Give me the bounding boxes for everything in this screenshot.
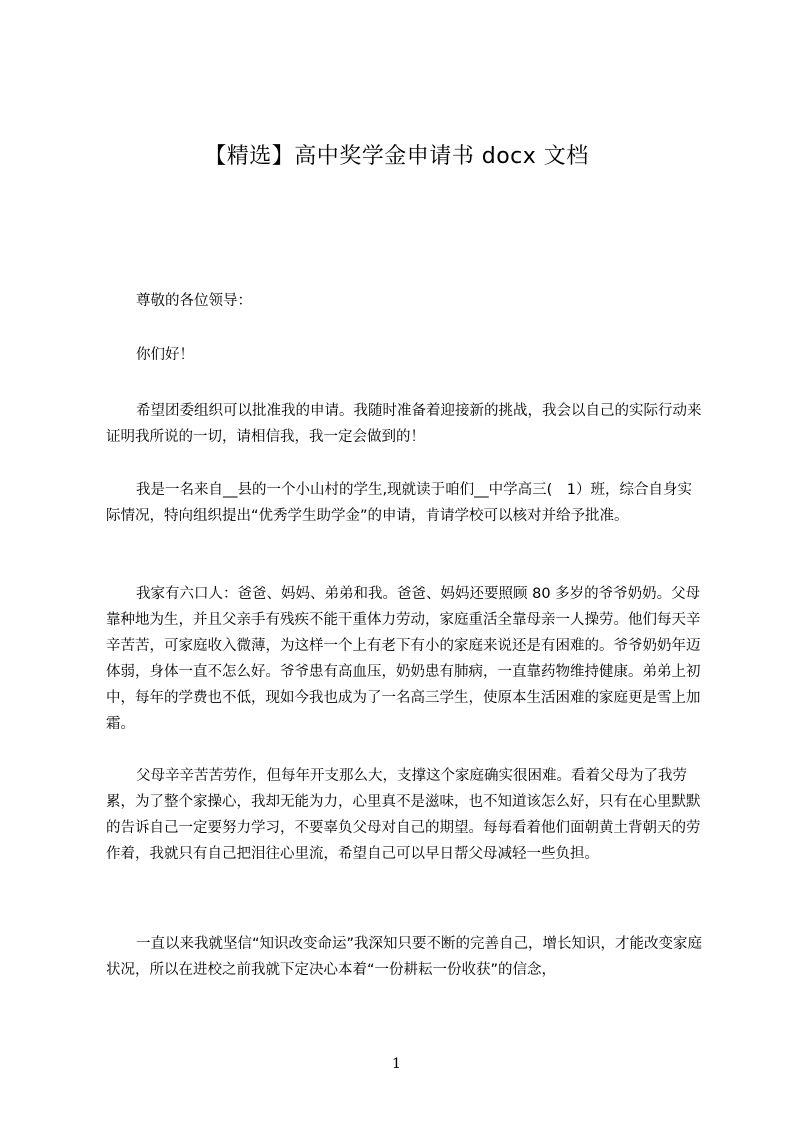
body-paragraph-1 <box>106 398 706 450</box>
paragraph-text: 我家有六口人：爸爸、妈妈、弟弟和我。爸爸、妈妈还要照顾 80 多岁的爷爷奶奶。父母靠种地为生，并且父亲手有残疾不能干重体力劳动，家庭重活全靠母亲一人操劳。他们每天辛辛苦苦，可家庭收入微薄，为这样一个上有老下有小的家庭来说还是有困难的。爷爷奶奶年迈体弱，身体一直不怎么好。爷爷患有高血压，奶奶患有肺病，一直靠药物维持健康。弟弟上初中，每年的学费也不低，现如今我也成为了一名高三学生，使原本生活困难的家庭更是雪上加霜。 <box>106 586 701 732</box>
greeting-text: 你们好！ <box>136 347 194 363</box>
body-paragraph-2 <box>106 477 706 529</box>
body-paragraph-5 <box>106 931 706 983</box>
salutation-text: 尊敬的各位领导： <box>136 293 252 309</box>
document-title: 【精选】高中奖学金申请书 docx 文档 <box>204 144 589 169</box>
body-paragraph-3 <box>106 581 706 737</box>
paragraph-text: 一直以来我就坚信“知识改变命运”我深知只要不断的完善自己，增长知识，才能改变家庭状况，所以在进校之前我就下定决心本着“一份耕耘一份收获”的信念， <box>106 936 703 978</box>
body-paragraph-4 <box>106 763 706 867</box>
salutation-paragraph <box>106 288 706 314</box>
paragraph-text: 我是一名来自__县的一个小山村的学生,现就读于咱们__中学高三( 1）班，综合自身实际情况，特向组织提出“优秀学生助学金”的申请，肯请学校可以核对并给予批准。 <box>106 482 692 524</box>
greeting-paragraph <box>106 342 706 368</box>
paragraph-text: 希望团委组织可以批准我的申请。我随时准备着迎接新的挑战，我会以自己的实际行动来证明我所说的一切，请相信我，我一定会做到的！ <box>106 403 702 445</box>
paragraph-text: 父母辛辛苦苦劳作，但每年开支那么大，支撑这个家庭确实很困难。看着父母为了我劳累，为了整个家操心，我却无能为力，心里真不是滋味，也不知道该怎么好，只有在心里默默的告诉自己一定要努力学习，不要辜负父母对自己的期望。每每看着他们面朝黄土背朝天的劳作着，我就只有自己把泪往心里流，希望自己可以早日帮父母减轻一些负担。 <box>106 768 701 862</box>
page-number: 1 <box>392 1056 401 1072</box>
